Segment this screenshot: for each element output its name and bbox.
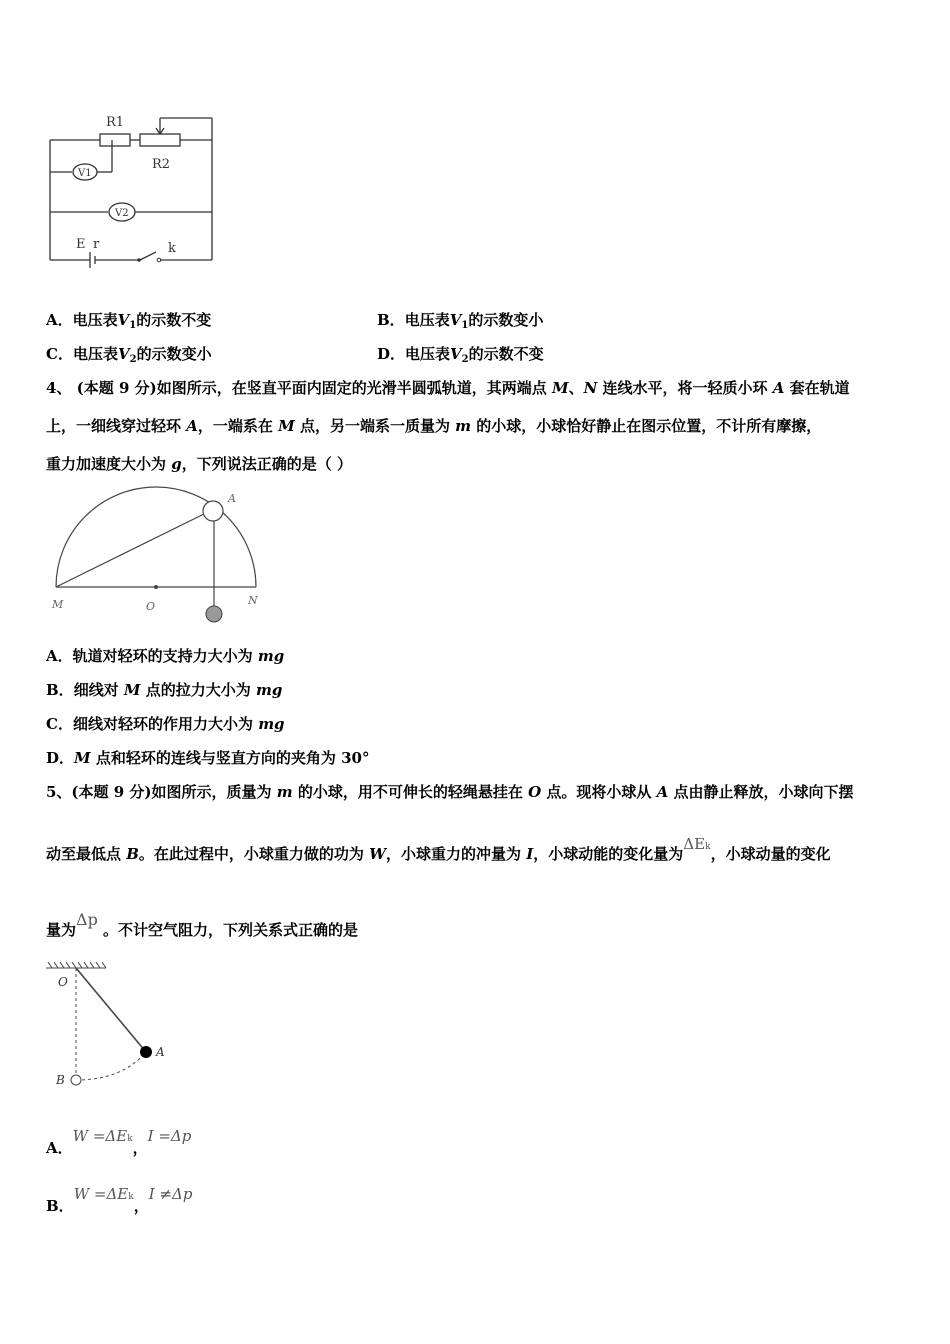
q4-stem-line1: 4、 (本题 9 分)如图所示，在竖直平面内固定的光滑半圆弧轨道，其两端点 M、N 连线水平，将一轻质小环 A 套在轨道 — [46, 379, 850, 397]
q3-option-c[interactable]: C．电压表$V_2$的示数变小 — [46, 345, 212, 365]
q4-stem-line2: 上，一细线穿过轻环 A，一端系在 M 点，另一端系一质量为 m 的小球，小球恰好静止在图示位置，不计所有摩擦， — [46, 417, 822, 435]
q4-option-a[interactable]: A．轨道对轻环的支持力大小为 mg — [46, 647, 285, 665]
e-label: E — [76, 237, 86, 252]
q3-option-d[interactable]: D．电压表$V_2$的示数不变 — [377, 345, 544, 365]
q4-fig-label-a: A — [228, 492, 236, 505]
r-label: r — [93, 237, 100, 252]
pendulum-diagram — [42, 958, 182, 1092]
k-label: k — [168, 241, 176, 256]
v2-label: V2 — [115, 208, 129, 219]
v1-label: V1 — [78, 168, 92, 179]
r2-label: R2 — [152, 157, 171, 172]
circuit-diagram — [40, 100, 230, 280]
r1-label: R1 — [106, 115, 125, 130]
q4-option-c[interactable]: C．细线对轻环的作用力大小为 mg — [46, 715, 285, 733]
q5-option-a[interactable]: A．W =ΔEk，I =Δp — [46, 1127, 192, 1157]
q4-fig-label-o: O — [146, 600, 156, 613]
q5-fig-label-b: B — [56, 1073, 65, 1087]
q4-fig-label-n: N — [248, 594, 258, 607]
q5-stem-line2: 动至最低点 B。在此过程中，小球重力做的功为 W，小球重力的冲量为 I，小球动能的变化量为ΔEk，小球动量的变化 — [46, 835, 831, 863]
q5-stem-line1: 5、(本题 9 分)如图所示，质量为 m 的小球，用不可伸长的轻绳悬挂在 O 点。现将小球从 A 点由静止释放，小球向下摆 — [46, 783, 854, 801]
q4-option-b[interactable]: B．细线对 M 点的拉力大小为 mg — [46, 681, 283, 699]
q5-stem-line3: 量为Δp 。不计空气阻力，下列关系式正确的是 — [46, 910, 359, 939]
q4-option-d[interactable]: D．M 点和轻环的连线与竖直方向的夹角为 30° — [46, 749, 370, 767]
semicircle-track-diagram — [48, 484, 268, 626]
q4-fig-label-m: M — [52, 598, 64, 611]
q4-stem-line3: 重力加速度大小为 g，下列说法正确的是（ ） — [46, 455, 352, 473]
q5-option-b[interactable]: B．W =ΔEk，I ≠Δp — [46, 1185, 193, 1215]
q5-fig-label-a: A — [156, 1045, 165, 1059]
q3-option-a[interactable]: A．电压表$V_1$的示数不变 — [46, 311, 212, 331]
q3-option-b[interactable]: B．电压表$V_1$的示数变小 — [377, 311, 544, 331]
q5-fig-label-o: O — [58, 975, 68, 989]
